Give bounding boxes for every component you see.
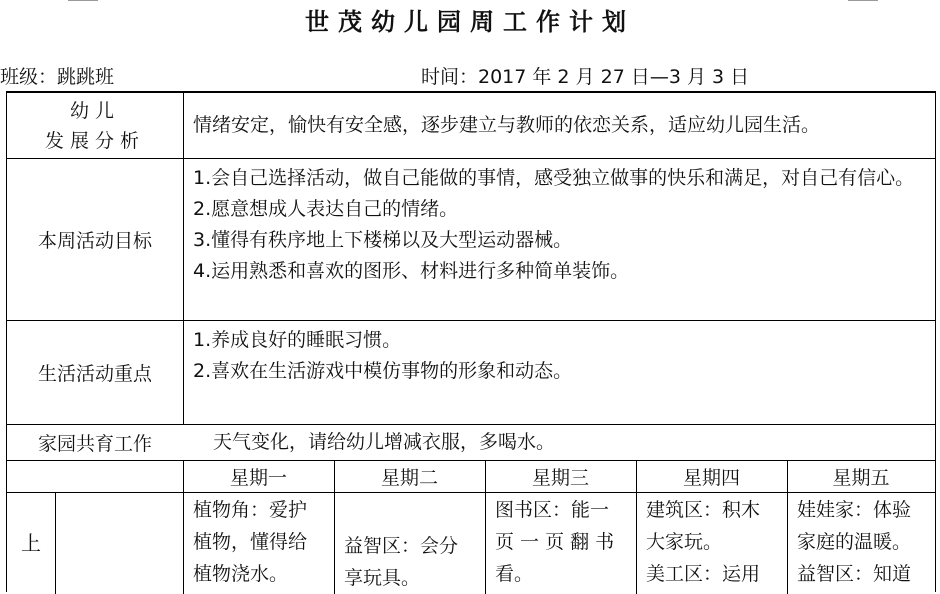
column-divider (183, 159, 184, 320)
column-divider (183, 321, 184, 424)
activity-cell-mon (193, 494, 307, 590)
activity-cell-tue (344, 530, 458, 594)
goal-item: 1.会自己选择活动，做自己能做的事情，感受独立做事的快乐和满足，对自己有信心。 (193, 167, 915, 189)
cell-line: 家庭的温暖。 (797, 531, 912, 553)
period-label-morning: 上 (21, 531, 41, 555)
row-weekly-goals (7, 159, 935, 321)
time-label: 时间：2017 年 2 月 27 日—3 月 3 日 (421, 66, 750, 88)
cell-line: 娃娃家：体验 (797, 499, 912, 521)
life-item: 2.喜欢在生活游戏中模仿事物的形象和动态。 (193, 360, 573, 382)
cell-line: 益智区：知道 (797, 563, 912, 585)
row-home-cooperation (7, 425, 935, 461)
activity-cell-wed (495, 494, 614, 590)
document-title: 世茂幼儿园周工作计划 (305, 8, 635, 36)
weekly-plan-table (6, 91, 936, 592)
day-header-thu: 星期四 (682, 467, 740, 489)
cell-line: 益智区：会分 (344, 535, 459, 557)
home-text: 天气变化，请给幼儿增减衣服，多喝水。 (213, 431, 556, 453)
label-development-analysis (7, 93, 183, 158)
column-divider (485, 493, 486, 594)
goal-item: 2.愿意想成人表达自己的情绪。 (193, 198, 459, 220)
life-item: 1.养成良好的睡眠习惯。 (193, 329, 402, 351)
label-home-cooperation: 家园共育工作 (37, 433, 152, 455)
day-header-wed: 星期三 (531, 467, 589, 489)
column-divider (183, 493, 184, 594)
label-weekly-goals: 本周活动目标 (37, 230, 152, 252)
column-divider (636, 493, 637, 594)
cell-line: 页 一 页 翻 书 (495, 531, 615, 553)
goals-list (193, 163, 929, 287)
cell-line: 看。 (495, 563, 534, 585)
label-line-1: 幼儿 (69, 99, 120, 122)
column-divider (55, 493, 56, 594)
cell-line: 美工区：运用 (646, 563, 761, 585)
column-divider (787, 493, 788, 594)
cell-line: 建筑区：积木 (646, 499, 761, 521)
analysis-text: 情绪安定，愉快有安全感，逐步建立与教师的依恋关系，适应幼儿园生活。 (193, 114, 821, 136)
label-line-2: 发展分析 (44, 129, 145, 152)
cell-line: 植物角：爱护 (193, 499, 308, 521)
goal-item: 4.运用熟悉和喜欢的图形、材料进行多种简单装饰。 (193, 260, 630, 282)
class-label: 班级：跳跳班 (0, 66, 115, 88)
activity-cell-fri (797, 494, 911, 590)
label-life-activity: 生活活动重点 (37, 363, 152, 385)
life-list (193, 325, 929, 387)
activity-cell-thu (646, 494, 760, 590)
goal-item: 3.懂得有秩序地上下楼梯以及大型运动器械。 (193, 229, 573, 251)
cell-line: 享玩具。 (344, 567, 421, 589)
day-header-mon: 星期一 (229, 467, 287, 489)
cell-line: 大家玩。 (646, 531, 723, 553)
column-divider (183, 93, 184, 158)
column-divider (334, 493, 335, 594)
day-header-fri: 星期五 (832, 467, 890, 489)
row-life-activity (7, 321, 935, 425)
cell-line: 植物，懂得给 (193, 531, 308, 553)
day-header-tue: 星期二 (380, 467, 438, 489)
cell-line: 图书区：能一 (495, 499, 610, 521)
row-weekday-header (7, 461, 935, 493)
row-morning-activities (7, 493, 935, 594)
cell-line: 植物浇水。 (193, 563, 289, 585)
row-development-analysis (7, 93, 935, 159)
